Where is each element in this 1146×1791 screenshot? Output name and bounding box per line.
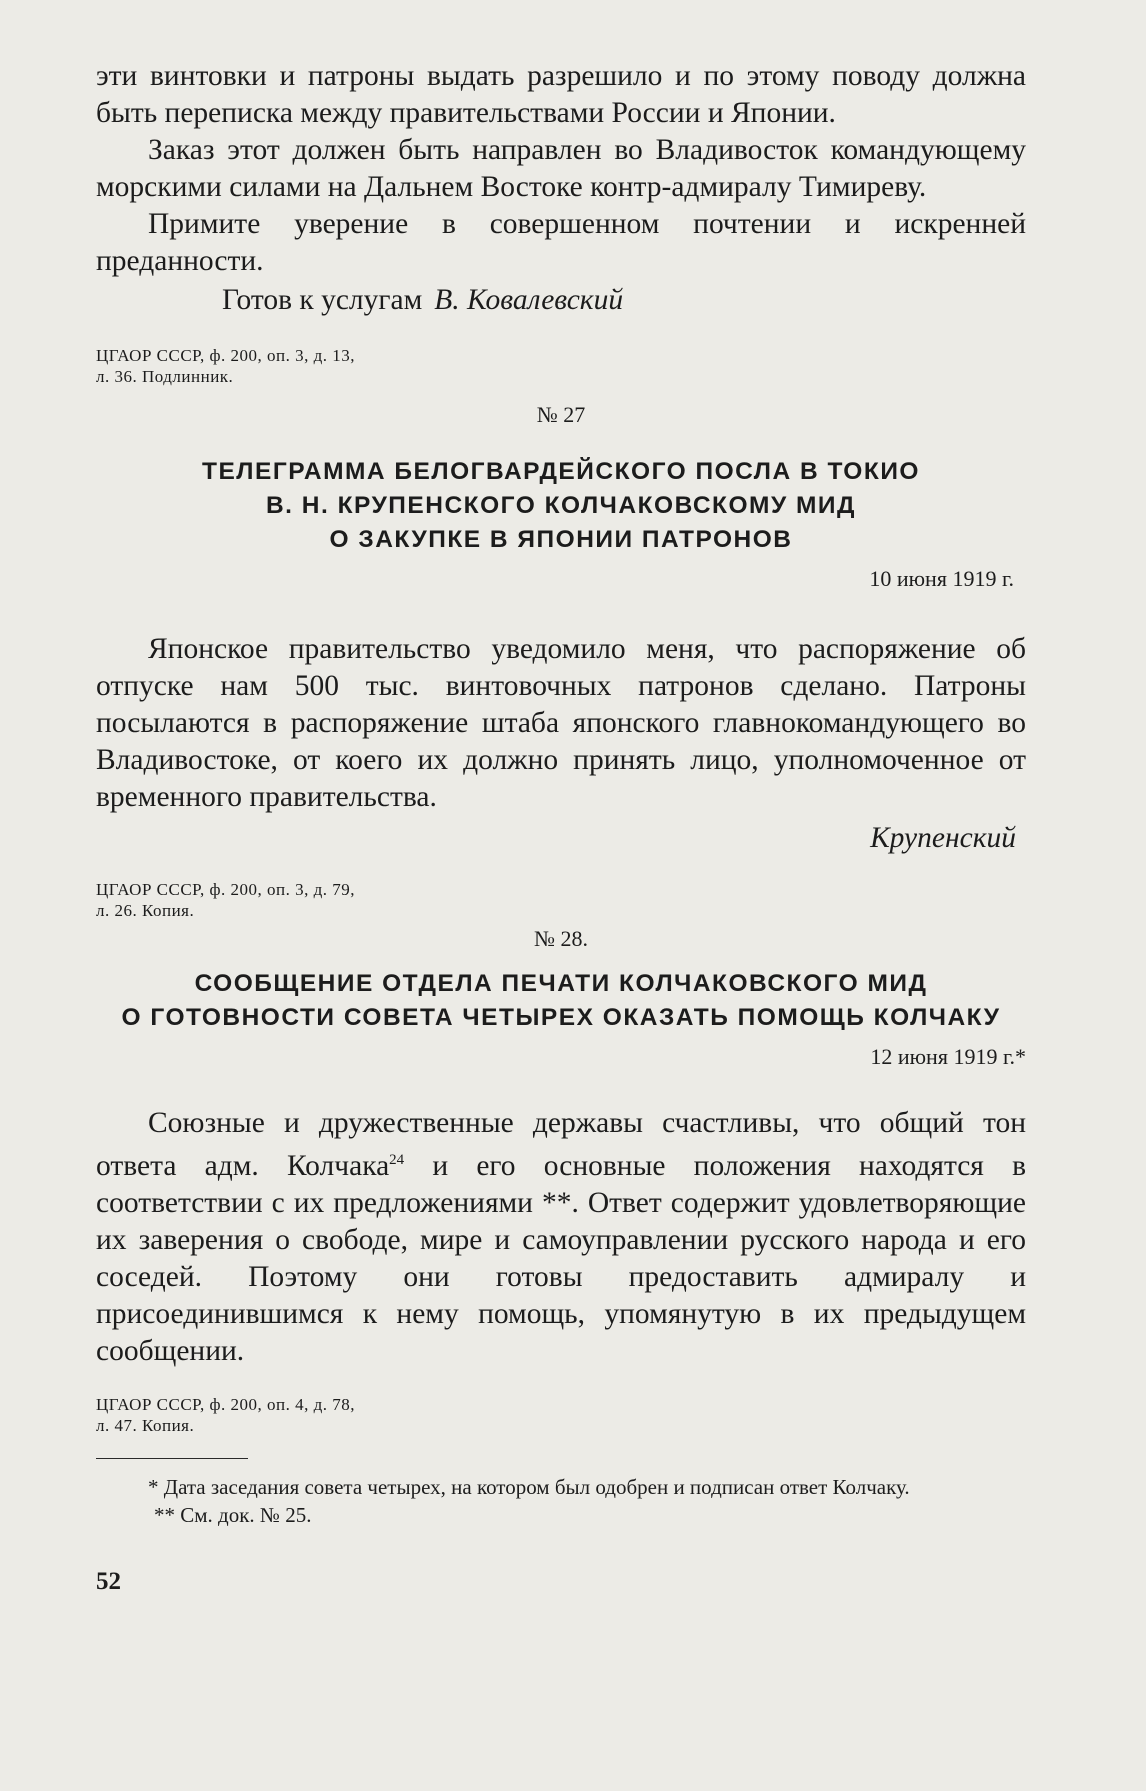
document-date-27: 10 июня 1919 г.	[869, 566, 1014, 591]
signature-krupensky: Крупенский	[870, 822, 1016, 854]
body-text: и его основные положения находятся в соответствии с их предложениями **. Ответ содержит удовлетворяющие их заверения о свободе, мире и самоуправлении русского народа и его соседей. Поэтому они готовы предоставить адмиралу и присоединившимся к нему помощь, упомянутую в их предыдущем сообщении.	[96, 1149, 1026, 1367]
document-date-28: 12 июня 1919 г.*	[870, 1044, 1026, 1069]
document-body-28	[96, 1105, 1026, 1370]
archive-line: л. 47. Копия.	[96, 1415, 195, 1435]
signature-name: В. Ковалевский	[434, 284, 624, 316]
archive-line: л. 36. Подлинник.	[96, 367, 234, 386]
footnote-ref-24: 24	[389, 1152, 405, 1168]
page-number: 52	[96, 1567, 121, 1595]
page-content	[96, 58, 1026, 1600]
intro-paragraph-2: Заказ этот должен быть направлен во Владивосток командующему морскими силами на Дальнем Востоке контр-адмиралу Тимиреву.	[96, 134, 1026, 203]
body-text: Союзные и дружественные державы счастливы, что общий тон ответа адм. Колчака	[96, 1107, 1026, 1182]
archive-line: л. 26. Копия.	[96, 901, 195, 920]
archive-reference-1	[96, 345, 1026, 387]
signature-prefix: Готов к услугам	[222, 284, 423, 316]
document-number-27: № 27	[536, 402, 586, 427]
footnote-1: * Дата заседания совета четырех, на котором был одобрен и подписан ответ Колчаку.	[148, 1474, 910, 1499]
archive-line: ЦГАОР СССР, ф. 200, оп. 4, д. 78,	[96, 1394, 356, 1414]
title-line: В. Н. КРУПЕНСКОГО КОЛЧАКОВСКОМУ МИД	[265, 492, 856, 519]
footnote-2: ** См. док. № 25.	[154, 1502, 312, 1527]
archive-line: ЦГАОР СССР, ф. 200, оп. 3, д. 13,	[96, 346, 356, 365]
document-number-28: № 28.	[534, 926, 588, 951]
signature-line	[96, 282, 1026, 319]
title-line: ТЕЛЕГРАММА БЕЛОГВАРДЕЙСКОГО ПОСЛА В ТОКИО	[202, 458, 920, 485]
archive-reference-27	[96, 879, 1026, 921]
archive-line: ЦГАОР СССР, ф. 200, оп. 3, д. 79,	[96, 880, 356, 899]
intro-paragraph-1: эти винтовки и патроны выдать разрешило и по этому поводу должна быть переписка между правительствами России и Японии.	[96, 60, 1026, 129]
footnote-divider	[96, 1458, 248, 1459]
intro-paragraph-3: Примите уверение в совершенном почтении и искренней преданности.	[96, 208, 1026, 277]
document-title-28	[96, 967, 1026, 1035]
title-line: О ЗАКУПКЕ В ЯПОНИИ ПАТРОНОВ	[329, 526, 793, 553]
title-line: СООБЩЕНИЕ ОТДЕЛА ПЕЧАТИ КОЛЧАКОВСКОГО МИД	[194, 970, 928, 997]
title-line: О ГОТОВНОСТИ СОВЕТА ЧЕТЫРЕХ ОКАЗАТЬ ПОМОЩЬ КОЛЧАКУ	[121, 1004, 1001, 1031]
document-body-27: Японское правительство уведомило меня, что распоряжение об отпуске нам 500 тыс. винтовочных патронов сделано. Патроны посылаются в распоряжение штаба японского главнокомандующего во Владивостоке, от коего их должно принять лицо, уполномоченное от временного правительства.	[96, 633, 1026, 813]
archive-reference-28	[96, 1394, 1026, 1436]
document-title-27	[96, 455, 1026, 557]
